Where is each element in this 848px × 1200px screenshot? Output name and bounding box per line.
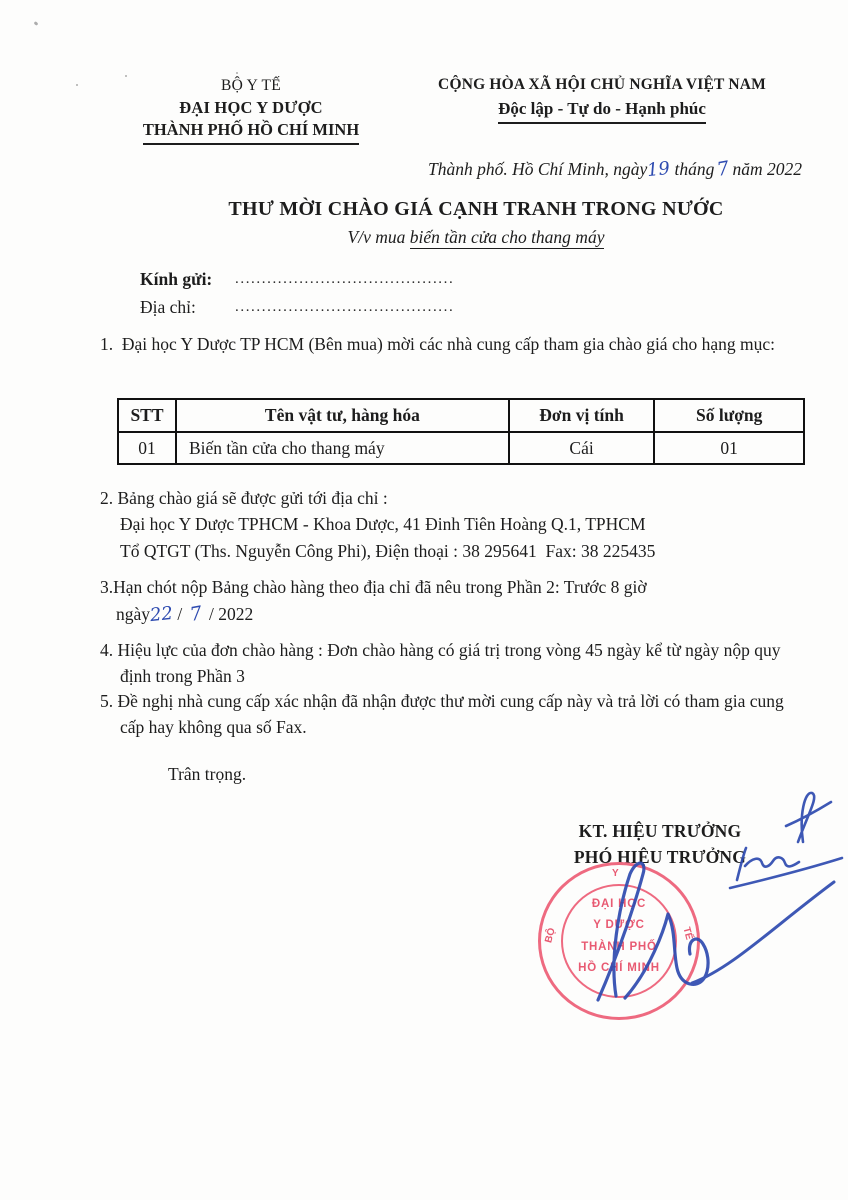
dateline [350, 158, 802, 180]
closing-salutation: Trân trọng. [168, 764, 247, 784]
stamp-ring-text-left: BỘ [543, 926, 558, 945]
document-subtitle [104, 227, 848, 248]
recipient-block [140, 265, 620, 322]
stamp-line-1: ĐẠI HỌC [591, 898, 647, 910]
deadline-prefix: ngày [116, 604, 151, 625]
section-5: 5. Đề nghị nhà cung cấp xác nhận đã nhận được thư mời cung cấp này và trả lời có tham gia cung cấp hay không qua số Fax. [100, 691, 784, 738]
dateline-mid: tháng [674, 159, 715, 179]
stamp-line-4: HỒ CHÍ MINH [578, 961, 660, 974]
letterhead-national [398, 74, 806, 124]
recipient-label: Kính gửi: [140, 269, 213, 289]
section-3-line1: 3.Hạn chót nộp Bảng chào hàng theo địa chỉ đã nêu trong Phần 2: Trước 8 giờ [100, 577, 647, 597]
col-header-unit: Đơn vị tính [509, 399, 655, 432]
stamp-line-2: Y DƯỢC [593, 919, 645, 932]
recipient-row [140, 265, 620, 293]
address-label: Địa chỉ: [140, 297, 196, 318]
scan-speck [34, 21, 39, 26]
col-header-quantity: Số lượng [654, 399, 804, 432]
dateline-prefix: Thành phố. Hồ Chí Minh, ngày [427, 159, 648, 179]
table-header-row [118, 399, 804, 432]
subtitle-subject: biến tần cửa cho thang máy [409, 227, 605, 247]
col-header-item-name: Tên vật tư, hàng hóa [176, 399, 509, 432]
handwritten-deadline-day: 22 [148, 603, 174, 627]
stamp-line-3: THÀNH PHỐ [581, 940, 657, 953]
section-2-line1: 2. Bảng chào giá sẽ được gửi tới địa chỉ : [100, 488, 388, 508]
signer-title-2: PHÓ HIỆU TRƯỞNG [573, 847, 747, 868]
cell-item-name: Biến tần cửa cho thang máy [176, 432, 509, 464]
paragraph-1: 1. Đại học Y Dược TP HCM (Bên mua) mời các nhà cung cấp tham gia chào giá cho hạng mục: [100, 334, 775, 354]
document-title: THƯ MỜI CHÀO GIÁ CẠNH TRANH TRONG NƯỚC [228, 198, 724, 220]
items-table [117, 398, 805, 465]
scan-speck [76, 84, 78, 86]
address-dotted-line: ......................................... [235, 299, 455, 316]
section-2-line2: Đại học Y Dược TPHCM - Khoa Dược, 41 Đinh Tiên Hoàng Q.1, TPHCM [120, 514, 646, 535]
address-row [140, 293, 620, 321]
national-motto-line1: CỘNG HÒA XÃ HỘI CHỦ NGHĨA VIỆT NAM [438, 76, 766, 93]
col-header-stt: STT [118, 399, 176, 432]
table-row [118, 432, 804, 464]
signer-title-1: KT. HIỆU TRƯỞNG [578, 821, 742, 841]
section-3-line2 [100, 600, 800, 629]
ministry-name: BỘ Y TẾ [220, 77, 282, 94]
scan-speck [125, 75, 127, 77]
stamp-ring-text-right: TẾ [680, 925, 695, 942]
deadline-sep1: / [177, 604, 183, 625]
section-2 [100, 485, 790, 564]
section-2-line3: Tổ QTGT (Ths. Nguyễn Công Phi), Điện thoại : 38 295641 Fax: 38 225435 [120, 540, 656, 561]
cell-quantity: 01 [654, 432, 804, 464]
national-motto-line2: Độc lập - Tự do - Hạnh phúc [498, 97, 706, 125]
stamp-ring-text-top: Y [612, 868, 619, 879]
deadline-sep2: / 2022 [209, 604, 254, 625]
letterhead-issuer [128, 76, 374, 145]
handwritten-day: 19 [646, 157, 672, 182]
dateline-suffix: năm 2022 [732, 159, 802, 179]
scan-speck [236, 72, 238, 74]
cell-unit: Cái [509, 432, 655, 464]
handwritten-month: 7 [715, 157, 732, 181]
recipient-dotted-line: ......................................... [235, 271, 455, 287]
cell-stt: 01 [118, 432, 176, 464]
section-4: 4. Hiệu lực của đơn chào hàng : Đơn chào hàng có giá trị trong vòng 45 ngày kể từ ngày nộp quy định trong Phần 3 [100, 640, 781, 687]
section-3 [100, 574, 800, 629]
handwritten-signature [540, 778, 848, 1018]
handwritten-deadline-month: 7 [187, 602, 204, 627]
university-name: ĐẠI HỌC Y DƯỢC [179, 97, 323, 117]
university-city: THÀNH PHỐ HỒ CHÍ MINH [143, 119, 359, 145]
subtitle-prefix: V/v mua [347, 227, 410, 247]
